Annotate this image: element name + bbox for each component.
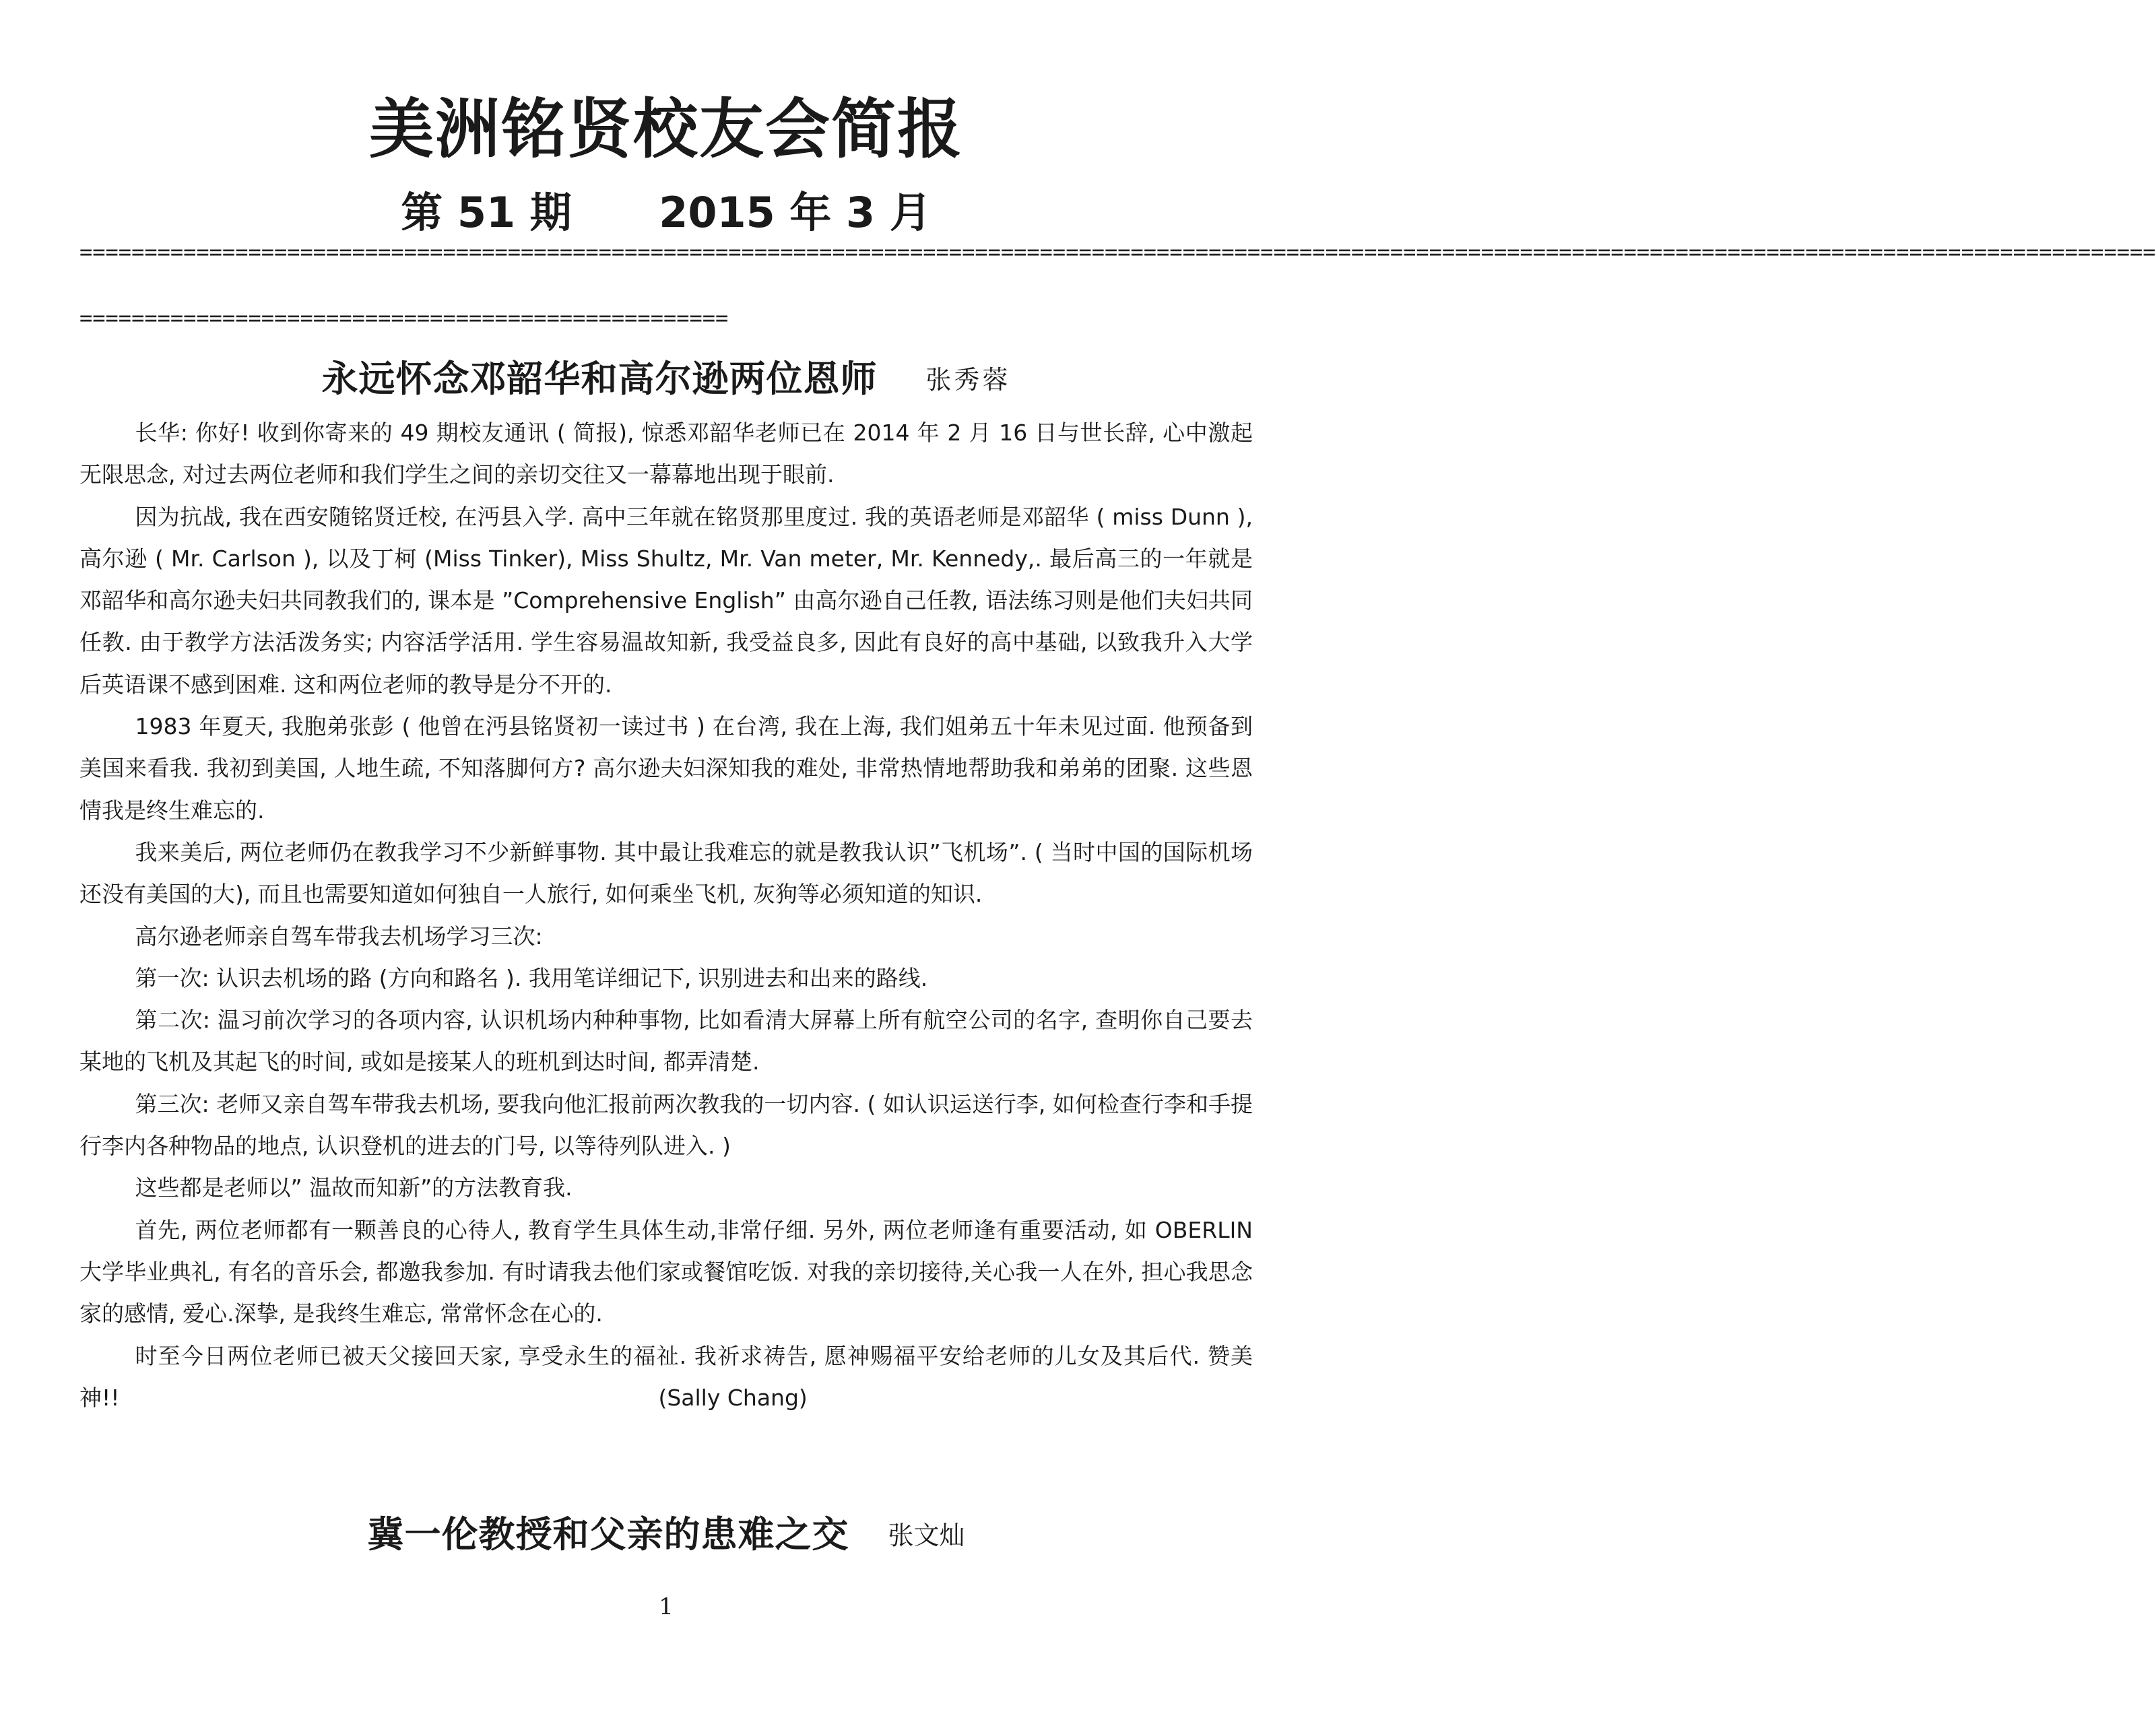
article-heading <box>0 350 1332 402</box>
article-paragraph: 这些都是老师以” 温故而知新”的方法教育我. <box>135 1174 573 1201</box>
article-author: 张秀蓉 <box>925 365 1011 395</box>
page-number: 1 <box>659 1593 674 1620</box>
article-paragraph: 高尔逊老师亲自驾车带我去机场学习三次: <box>135 923 543 950</box>
article-paragraph: 因为抗战, 我在西安随铭贤迁校, 在沔县入学. 高中三年就在铭贤那里度过. 我的英语老师是邓韶华 ( miss Dunn ), 高尔逊 ( Mr. Carlson ), 以及丁柯 (Miss Tinker), Miss Shultz, Mr. Van meter, Mr. Kennedy,. 最后高三的一年就是邓韶华和高尔逊夫妇共同教我们的, 课本是 ”Comprehensive English” 由高尔逊自己任教, 语法练习则是他们夫妇共同任教. 由于教学方法活泼务实; 内容活学活用. 学生容易温故知新, 我受益良多, 因此有良好的高中基础, 以致我升入大学后英语课不感到困难. 这和两位老师的教导是分不开的. <box>79 503 1253 698</box>
article-paragraph: 我来美后, 两位老师仍在教我学习不少新鲜事物. 其中最让我难忘的就是教我认识”飞机场”. ( 当时中国的国际机场还没有美国的大), 而且也需要知道如何独自一人旅行, 如何乘坐飞机, 灰狗等必须知道的知识. <box>79 838 1253 908</box>
newsletter-title: 美洲铭贤校友会简报 <box>369 92 963 167</box>
article-paragraph: 1983 年夏天, 我胞弟张彭 ( 他曾在沔县铭贤初一读过书 ) 在台湾, 我在上海, 我们姐弟五十年未见过面. 他预备到美国来看我. 我初到美国, 人地生疏, 不知落脚何方? 高尔逊夫妇深知我的难处, 非常热情地帮助我和弟弟的团聚. 这些恩情我是终生难忘的. <box>79 713 1253 824</box>
article-paragraph: 长华: 你好! 收到你寄来的 49 期校友通讯 ( 简报), 惊悉邓韶华老师已在 2014 年 2 月 16 日与世长辞, 心中激起无限思念, 对过去两位老师和我们学生之间的亲切交往又一幕幕地出现于眼前. <box>79 420 1253 488</box>
article-closing-paragraph <box>79 1335 1253 1420</box>
article-paragraph: 第三次: 老师又亲自驾车带我去机场, 要我向他汇报前两次教我的一切内容. ( 如认识运送行李, 如何检查行李和手提行李内各种物品的地点, 认识登机的进去的门号, 以等待列队进入. ) <box>79 1090 1253 1160</box>
article-body <box>79 412 1253 1419</box>
second-article-author: 张文灿 <box>888 1521 965 1550</box>
closing-text: 时至今日两位老师已被天父接回天家, 享受永生的福祉. 我祈求祷告, 愿神赐福平安给老师的儿女及其后代. 赞美神!! <box>79 1342 1253 1411</box>
article-title: 永远怀念邓韶华和高尔逊两位恩师 <box>321 358 878 400</box>
article-paragraph: 首先, 两位老师都有一颗善良的心待人, 教育学生具体生动,非常仔细. 另外, 两位老师逢有重要活动, 如 OBERLIN 大学毕业典礼, 有名的音乐会, 都邀我参加. 有时请我去他们家或餐馆吃饭. 对我的亲切接待,关心我一人在外, 担心我思念家的感情, 爱心.深挚, 是我终生难忘, 常常怀念在心的. <box>79 1216 1253 1327</box>
separator-rule: ================================================================================================================================================================ <box>79 239 2156 265</box>
article-paragraph: 第二次: 温习前次学习的各项内容, 认识机场内种种事物, 比如看清大屏幕上所有航空公司的名字, 查明你自己要去某地的飞机及其起飞的时间, 或如是接某人的班机到达时间, 都弄清楚. <box>79 1007 1253 1075</box>
second-article-heading <box>0 1506 1332 1558</box>
issue-line: 第 51 期 2015 年 3 月 <box>401 188 932 237</box>
article-paragraph: 第一次: 认识去机场的路 (方向和路名 ). 我用笔详细记下, 识别进去和出来的路线. <box>135 964 928 991</box>
second-article-title: 冀一伦教授和父亲的患难之交 <box>367 1513 849 1556</box>
separator-rule-continued: ================================================== <box>79 305 729 331</box>
signoff: (Sally Chang) <box>658 1384 808 1411</box>
